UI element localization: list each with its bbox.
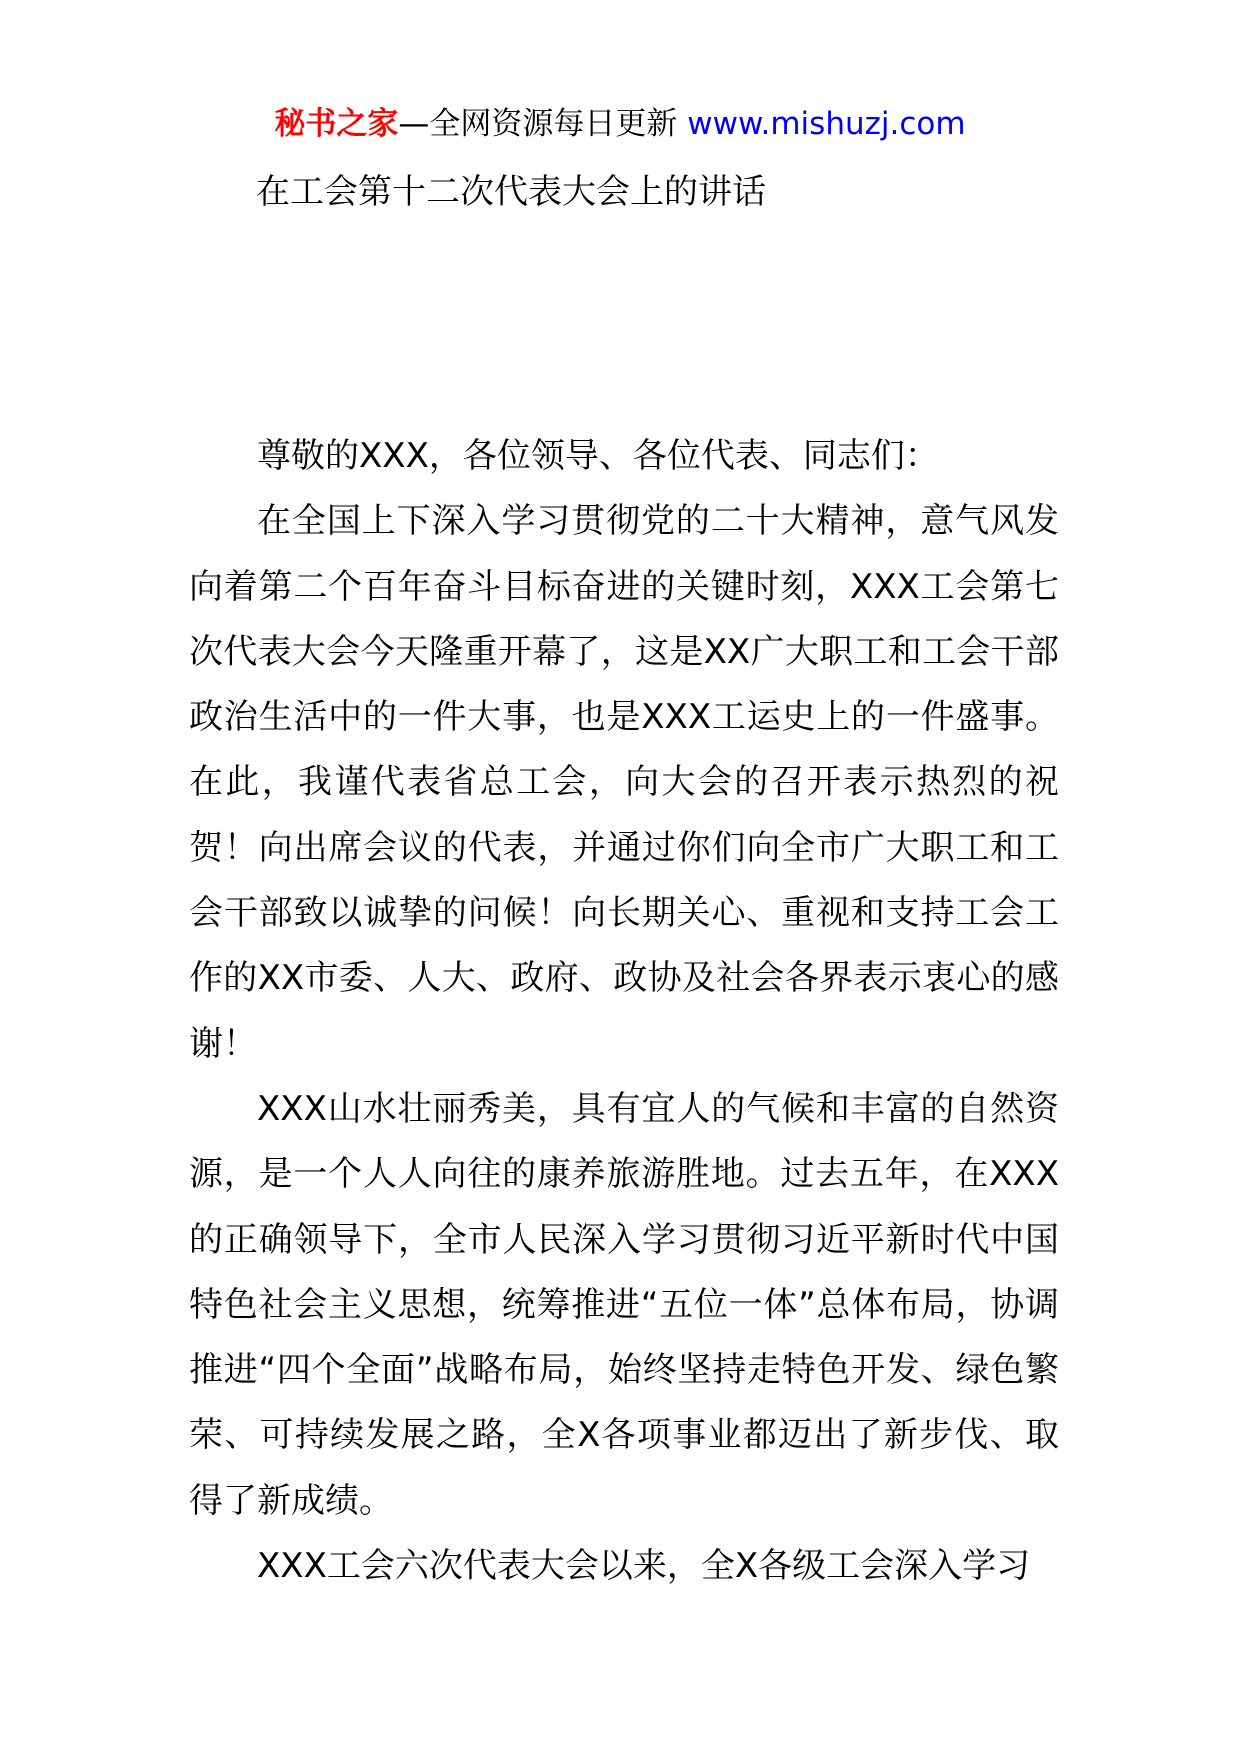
document-title: 在工会第十二次代表大会上的讲话 — [256, 172, 766, 212]
site-url-link[interactable]: www.mishuzj.com — [687, 106, 966, 142]
site-brand: 秘书之家 — [274, 106, 399, 142]
paragraph-achievements: XXX山水壮丽秀美，具有宜人的气候和丰富的自然资源，是一个人人向往的康养旅游胜地。过去五年，在XXX的正确领导下，全市人民深入学习贯彻习近平新时代中国特色社会主义思想，统筹推进“五位一体”总体布局，协调推进“四个全面”战略布局，始终坚持走特色开发、绿色繁荣、可持续发展之路，全X各项事业都迈出了新步伐、取得了新成绩。 — [189, 1088, 1059, 1521]
paragraph-opening: 在全国上下深入学习贯彻党的二十大精神，意气风发向着第二个百年奋斗目标奋进的关键时刻，XXX工会第七次代表大会今天隆重开幕了，这是XX广大职工和工会干部政治生活中的一件大事，也是XXX工运史上的一件盛事。在此，我谨代表省总工会，向大会的召开表示热烈的祝贺！向出席会议的代表，并通过你们向全市广大职工和工会干部致以诚挚的问候！向长期关心、重视和支持工会工作的XX市委、人大、政府、政协及社会各界表示衷心的感谢！ — [189, 501, 1059, 1064]
document-body — [189, 424, 1059, 1599]
site-slogan: —全网资源每日更新 — [398, 106, 678, 142]
paragraph-union-work: XXX工会六次代表大会以来，全X各级工会深入学习 — [257, 1546, 1031, 1587]
paragraph-salutation: 尊敬的XXX，各位领导、各位代表、同志们： — [257, 436, 939, 476]
site-header — [0, 102, 1240, 146]
